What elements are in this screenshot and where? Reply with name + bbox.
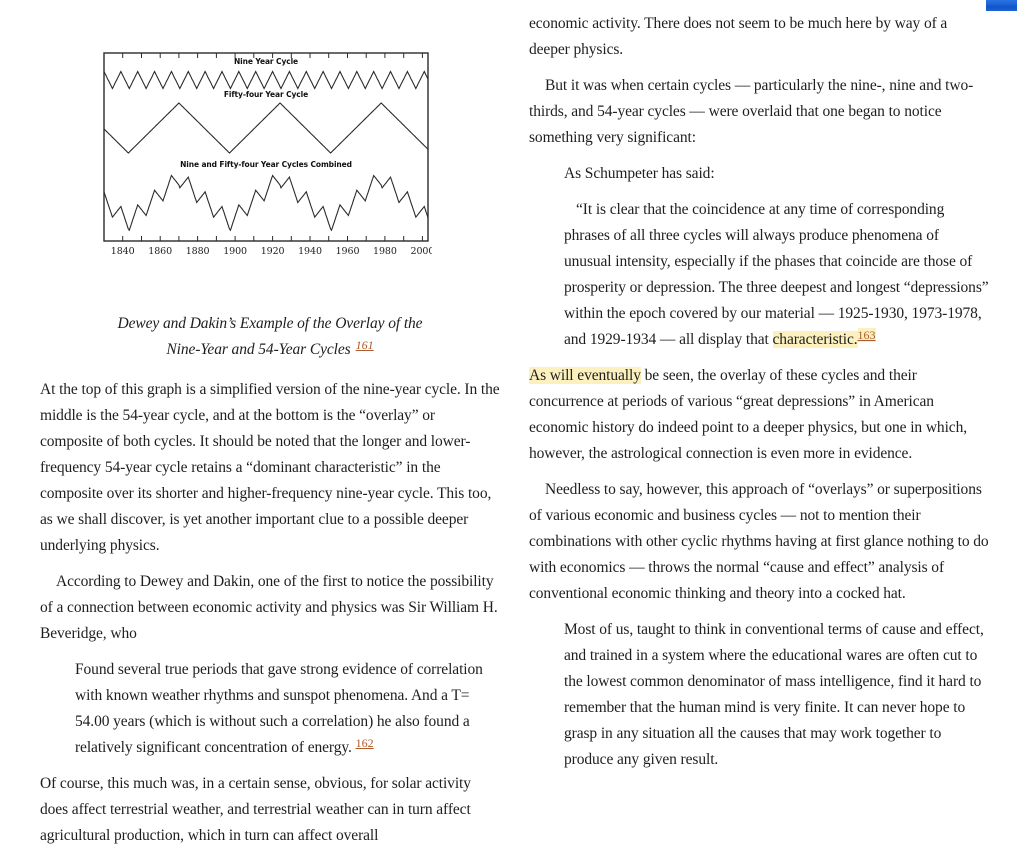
text-run: But it was when certain cycles — particularly the nine-, nine and two-thirds, and 54-year cycles — were overlaid that one began to notice something very significant: xyxy=(529,77,974,146)
highlighted-text: As will eventually xyxy=(529,367,641,384)
text-run: “It is clear that the coincidence at any time of corresponding phrases of all three cycles will always produce phenomena of unusual intensity, especially if the phases that coincide are those of prosperity or depression. The three deepest and longest “depressions” within the epoch covered by our material — 1925-1930, 1973-1978, and 1929-1934 — all display that xyxy=(564,201,989,348)
text-run: As Schumpeter has said: xyxy=(564,165,715,182)
svg-text:1880: 1880 xyxy=(185,246,210,257)
paragraph xyxy=(529,363,990,467)
text-run: economic activity. There does not seem to be much here by way of a deeper physics. xyxy=(529,15,948,58)
highlighted-text: characteristic. xyxy=(772,331,858,348)
svg-text:Nine and Fifty-four Year Cycle: Nine and Fifty-four Year Cycles Combined xyxy=(180,160,352,169)
caption-line-2: Nine-Year and 54-Year Cycles xyxy=(166,341,351,358)
svg-text:1940: 1940 xyxy=(298,246,322,257)
blockquote-paragraph xyxy=(75,657,500,761)
svg-text:Nine Year Cycle: Nine Year Cycle xyxy=(233,57,299,66)
blockquote-paragraph xyxy=(564,161,990,187)
paragraph xyxy=(529,477,990,607)
left-column-text xyxy=(40,377,500,849)
svg-text:Fifty-four Year Cycle: Fifty-four Year Cycle xyxy=(223,90,309,99)
right-column-text xyxy=(529,11,990,773)
svg-text:2000: 2000 xyxy=(410,246,432,257)
paragraph xyxy=(40,377,500,559)
svg-text:1840: 1840 xyxy=(110,246,135,257)
footnote-link-161[interactable]: 161 xyxy=(355,338,374,352)
cycles-figure xyxy=(40,0,500,267)
right-column xyxy=(529,11,990,783)
text-run: According to Dewey and Dakin, one of the first to notice the possibility of a connection between economic activity and physics was Sir William H. Beveridge, who xyxy=(40,573,498,642)
svg-text:1920: 1920 xyxy=(260,246,285,257)
footnote-link-162[interactable]: 162 xyxy=(355,736,374,750)
svg-text:1960: 1960 xyxy=(335,246,360,257)
text-run: Needless to say, however, this approach of “overlays” or superpositions of various economic and business cycles — not to mention their combinations with other cyclic rhythms having at first glance nothing to do with economics — throws the normal “cause and effect” analysis of conventional economic thinking and theory into a cocked hat. xyxy=(529,481,989,602)
paragraph xyxy=(529,11,990,63)
svg-text:1900: 1900 xyxy=(223,246,247,257)
paragraph xyxy=(529,73,990,151)
caption-line-1: Dewey and Dakin’s Example of the Overlay of the xyxy=(117,315,423,332)
text-run: At the top of this graph is a simplified version of the nine-year cycle. In the middle is the 54-year cycle, and at the bottom is the “overlay” or composite of both cycles. It should be noted that the longer and lower-frequency 54-year cycle retains a “dominant characteristic” in the composite over its shorter and higher-frequency nine-year cycle. This too, as we shall discover, is yet another important clue to a possible deeper underlying physics. xyxy=(40,381,500,554)
paragraph xyxy=(40,771,500,849)
blockquote-paragraph xyxy=(564,617,990,773)
cycles-chart-image xyxy=(100,50,432,258)
text-run: be seen, the overlay of these cycles and their concurrence at periods of various “great depressions” in American economic history do indeed point to a deeper physics, but one in which, however, the astrological connection is even more in evidence. xyxy=(529,367,967,462)
svg-text:1980: 1980 xyxy=(373,246,397,257)
left-column xyxy=(40,0,500,859)
text-run: Of course, this much was, in a certain sense, obvious, for solar activity does affect terrestrial weather, and terrestrial weather can in turn affect agricultural production, which in turn can affect overall xyxy=(40,775,471,844)
paragraph xyxy=(40,569,500,647)
blockquote-paragraph xyxy=(564,197,990,353)
figure-caption xyxy=(40,311,500,363)
scrollbar-thumb[interactable] xyxy=(986,0,1017,11)
text-run: Most of us, taught to think in conventional terms of cause and effect, and trained in a system where the educational wares are often cut to the lowest common denominator of mass intelligence, find it hard to remember that the human mind is very finite. It can never hope to grasp in any situation all the causes that may work together to produce any given result. xyxy=(564,621,984,768)
footnote-link-163[interactable]: 163 xyxy=(857,328,876,342)
text-run: Found several true periods that gave strong evidence of correlation with known weather rhythms and sunspot phenomena. And a T= 54.00 years (which is without such a correlation) he also found a relatively significant concentration of energy. xyxy=(75,661,483,756)
svg-text:1860: 1860 xyxy=(148,246,173,257)
